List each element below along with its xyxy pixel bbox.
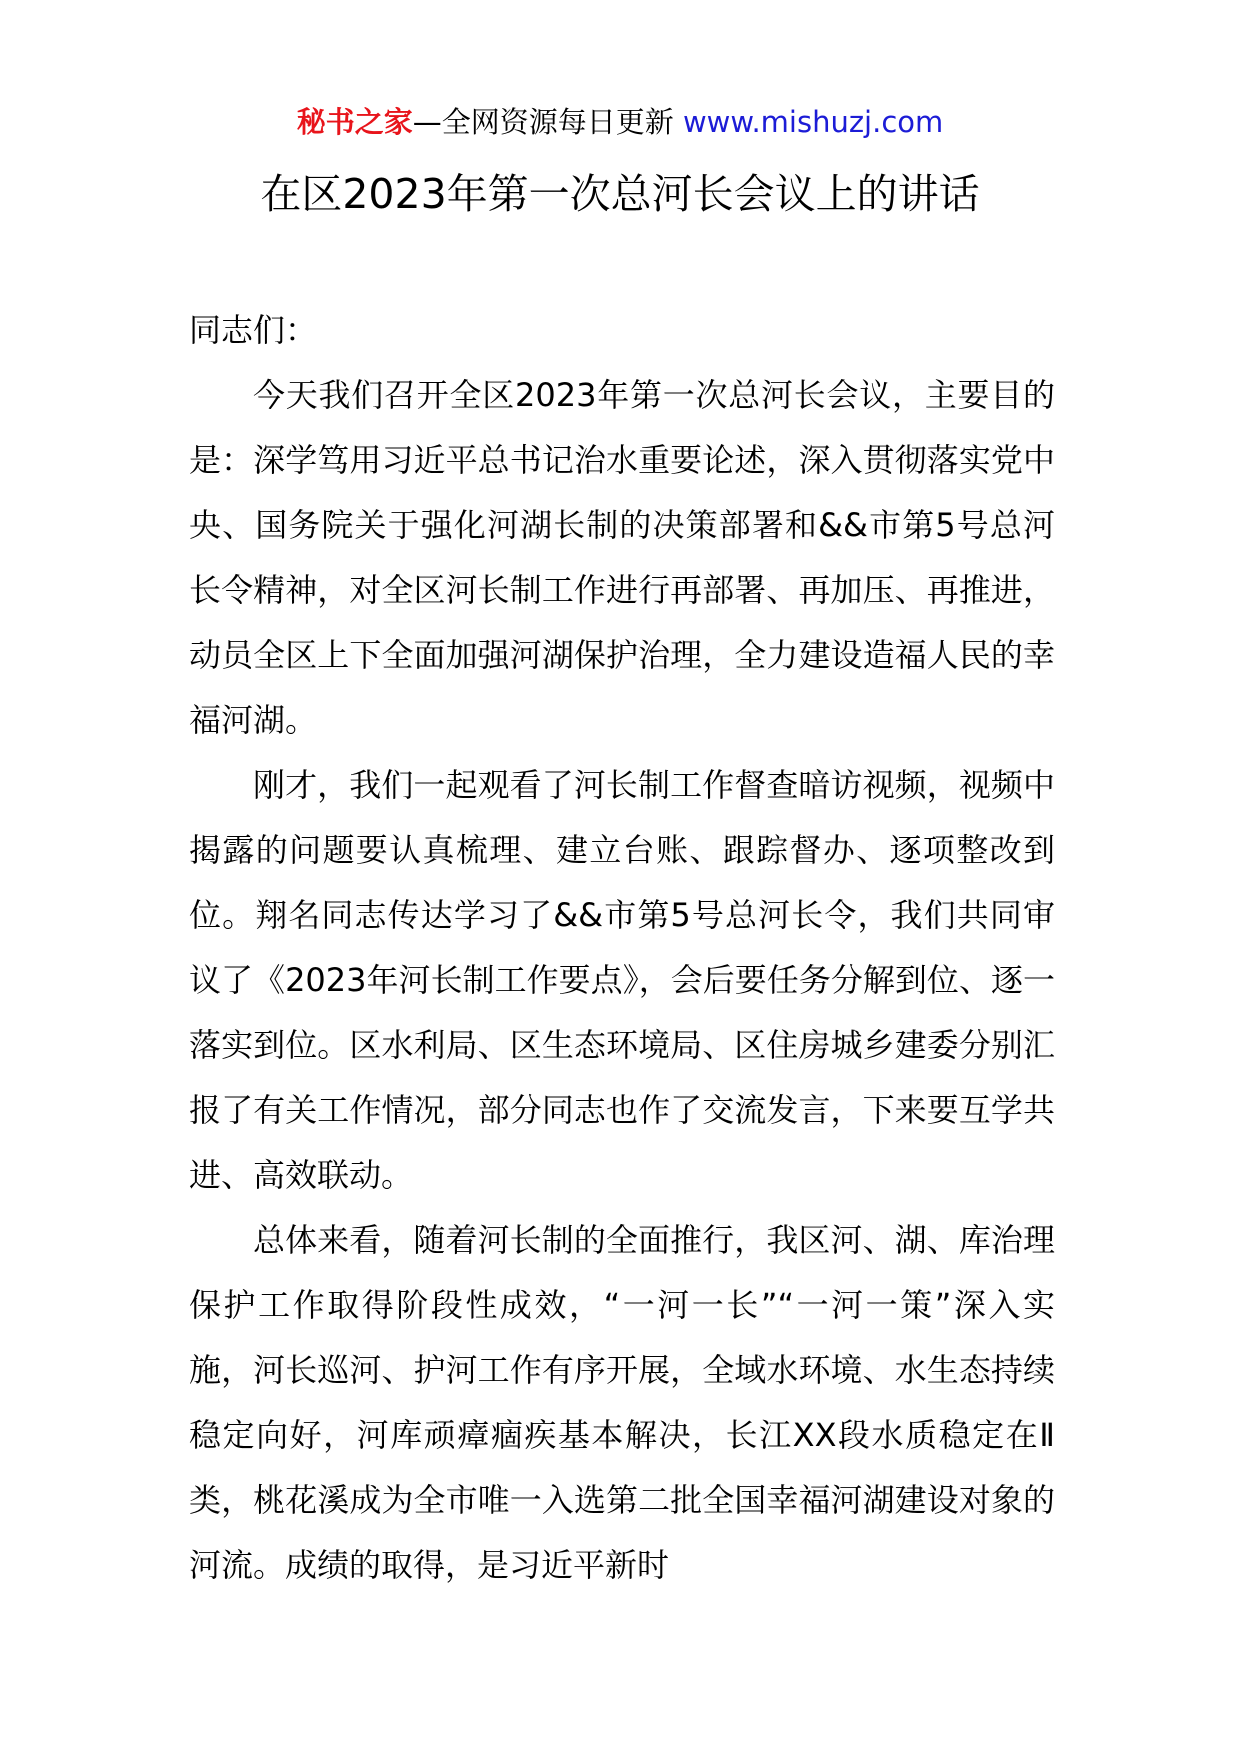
header-tagline: —全网资源每日更新 <box>412 105 683 139</box>
salutation: 同志们： <box>189 311 318 349</box>
paragraph-3: 总体来看，随着河长制的全面推行，我区河、湖、库治理保护工作取得阶段性成效，“一河一长”“一河一策”深入实施，河长巡河、护河工作有序开展，全域水环境、水生态持续稳定向好，河库顽瘴痼疾基本解决，长江XX段水质稳定在Ⅱ类，桃花溪成为全市唯一入选第二批全国幸福河湖建设对象的河流。成绩的取得，是习近平新时 <box>189 1221 1055 1584</box>
paragraph-2: 刚才，我们一起观看了河长制工作督查暗访视频，视频中揭露的问题要认真梳理、建立台账、跟踪督办、逐项整改到位。翔名同志传达学习了&&市第5号总河长令，我们共同审议了《2023年河长制工作要点》，会后要任务分解到位、逐一落实到位。区水利局、区生态环境局、区住房城乡建委分别汇报了有关工作情况，部分同志也作了交流发言，下来要互学共进、高效联动。 <box>189 766 1055 1194</box>
website-link[interactable]: www.mishuzj.com <box>682 105 944 139</box>
brand-name: 秘书之家 <box>296 105 413 139</box>
paragraph-1: 今天我们召开全区2023年第一次总河长会议，主要目的是：深学笃用习近平总书记治水重要论述，深入贯彻落实党中央、国务院关于强化河湖长制的决策部署和&&市第5号总河长令精神，对全区河长制工作进行再部署、再加压、再推进，动员全区上下全面加强河湖保护治理，全力建设造福人民的幸福河湖。 <box>189 376 1055 739</box>
document-title: 在区2023年第一次总河长会议上的讲话 <box>260 170 980 218</box>
document-body <box>189 298 1055 1598</box>
header-banner <box>0 102 1240 142</box>
